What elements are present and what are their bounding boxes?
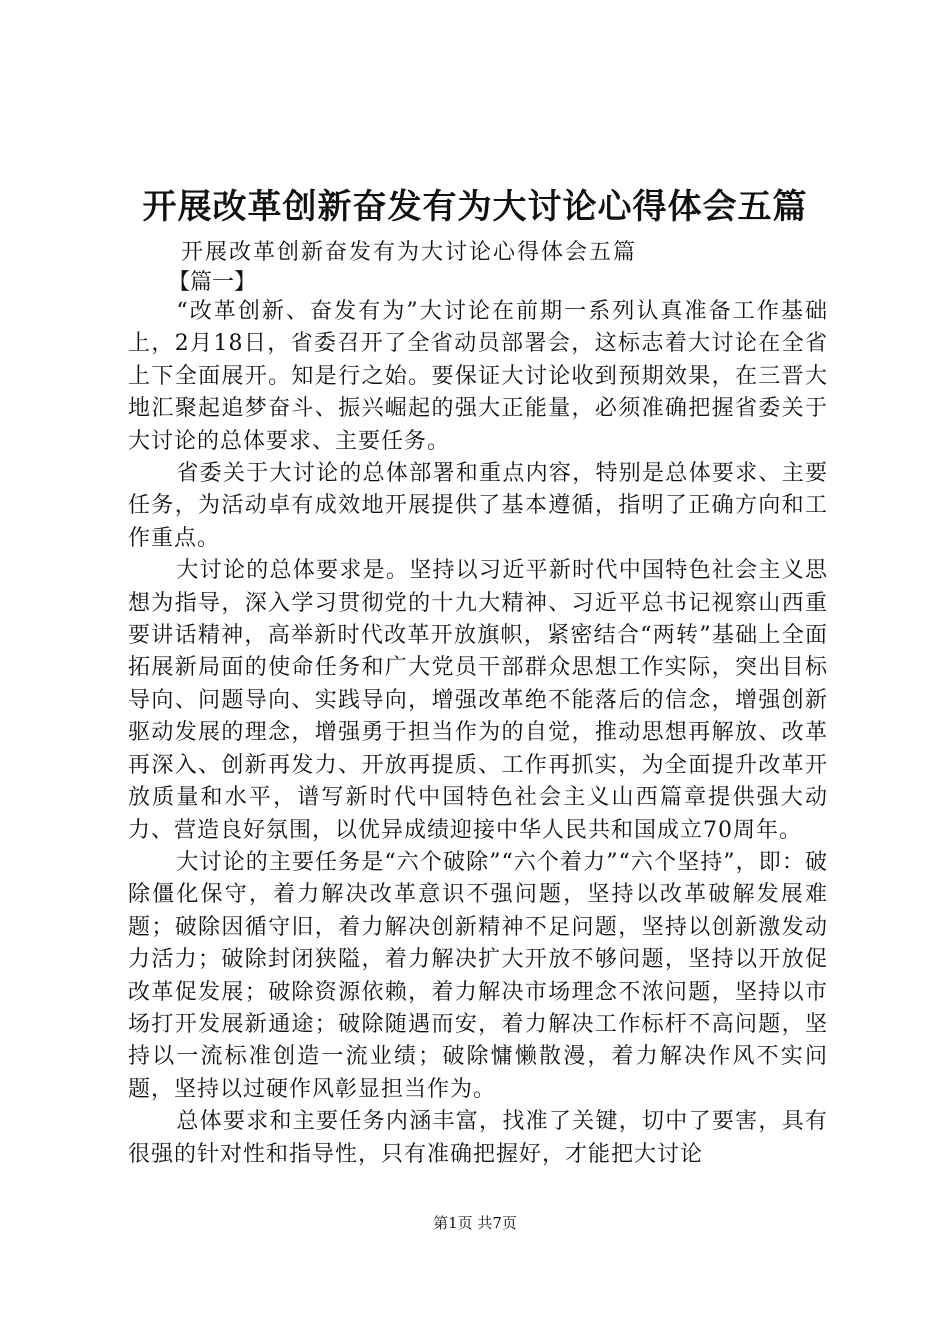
- page-footer: 第1页 共7页: [433, 1214, 517, 1232]
- section-label: 【篇一】: [168, 270, 257, 295]
- document-subtitle: 开展改革创新奋发有为大讨论心得体会五篇: [181, 240, 638, 265]
- paragraph: 大讨论的主要任务是“六个破除”“六个着力”“六个坚持”，即：破除僵化保守，着力解决改革意识不强问题，坚持以改革破解发展难题；破除因循守旧，着力解决创新精神不足问题，坚持以创新激发动力活力；破除封闭狭隘，着力解决扩大开放不够问题，坚持以开放促改革促发展；破除资源依赖，着力解决市场理念不浓问题，坚持以市场打开发展新通途；破除随遇而安，着力解决工作标杆不高问题，坚持以一流标准创造一流业绩；破除慵懒散漫，着力解决作风不实问题，坚持以过硬作风彰显担当作为。: [128, 849, 828, 1102]
- paragraph: 省委关于大讨论的总体部署和重点内容，特别是总体要求、主要任务，为活动卓有成效地开展提供了基本遵循，指明了正确方向和工作重点。: [128, 461, 828, 551]
- paragraph: 大讨论的总体要求是。坚持以习近平新时代中国特色社会主义思想为指导，深入学习贯彻党的十九大精神、习近平总书记视察山西重要讲话精神，高举新时代改革开放旗帜，紧密结合“两转”基础上全面拓展新局面的使命任务和广大党员干部群众思想工作实际，突出目标导向、问题导向、实践导向，增强改革绝不能落后的信念，增强创新驱动发展的理念，增强勇于担当作为的自觉，推动思想再解放、改革再深入、创新再发力、开放再提质、工作再抓实，为全面提升改革开放质量和水平，谱写新时代中国特色社会主义山西篇章提供强大动力、营造良好氛围，以优异成绩迎接中华人民共和国成立70周年。: [128, 558, 828, 843]
- paragraph: 总体要求和主要任务内涵丰富，找准了关键，切中了要害，具有很强的针对性和指导性，只有准确把握好，才能把大讨论: [128, 1109, 828, 1167]
- document-title: 开展改革创新奋发有为大讨论心得体会五篇: [142, 187, 808, 227]
- document-body: [128, 296, 828, 1171]
- paragraph: “改革创新、奋发有为”大讨论在前期一系列认真准备工作基础上，2月18日，省委召开了全省动员部署会，这标志着大讨论在全省上下全面展开。知是行之始。要保证大讨论收到预期效果，在三晋大地汇聚起追梦奋斗、振兴崛起的强大正能量，必须准确把握省委关于大讨论的总体要求、主要任务。: [128, 299, 828, 454]
